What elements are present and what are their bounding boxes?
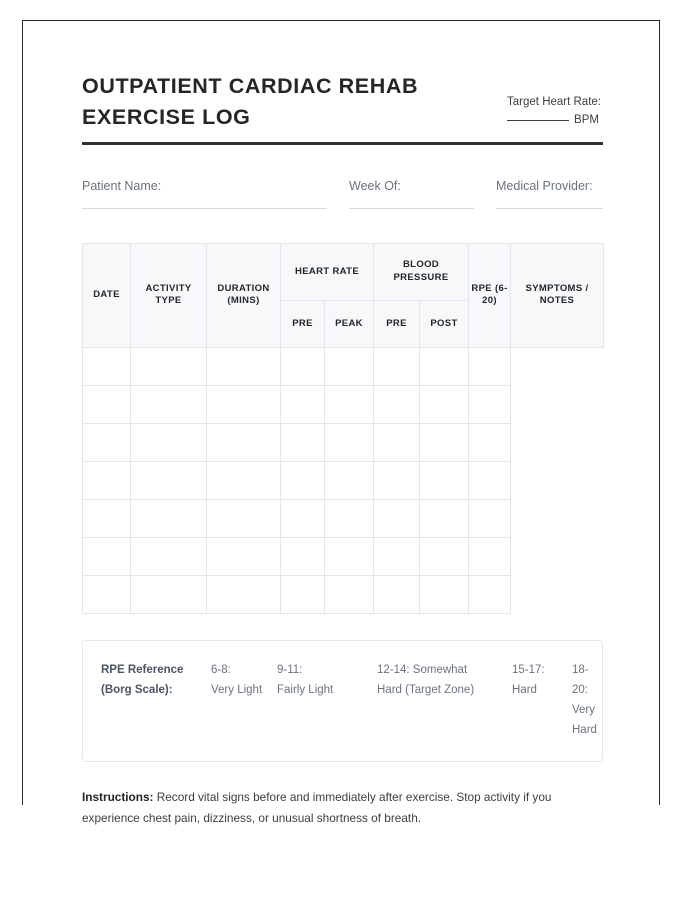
instructions-label: Instructions:: [82, 790, 154, 805]
table-header: [83, 243, 604, 347]
table-cell-empty[interactable]: [325, 385, 374, 423]
patient-name-field[interactable]: [82, 177, 327, 209]
rpe-item-range: 9-11:: [277, 663, 303, 676]
table-cell-empty[interactable]: [131, 461, 207, 499]
th-bp-pre: PRE: [374, 300, 420, 347]
table-cell-empty[interactable]: [374, 537, 420, 575]
th-hr-pre: PRE: [281, 300, 325, 347]
table-cell-empty[interactable]: [207, 575, 281, 613]
table-cell-empty[interactable]: [281, 347, 325, 385]
th-activity-type: ACTIVITY TYPE: [131, 243, 207, 347]
medical-provider-label: Medical Provider:: [496, 178, 593, 193]
table-cell-empty[interactable]: [207, 499, 281, 537]
th-date: DATE: [83, 243, 131, 347]
table-cell-empty[interactable]: [420, 347, 469, 385]
table-cell-empty[interactable]: [420, 461, 469, 499]
table-cell-empty[interactable]: [131, 347, 207, 385]
table-cell-empty[interactable]: [83, 499, 131, 537]
table-cell-empty[interactable]: [281, 423, 325, 461]
rpe-item-desc: Hard: [512, 683, 537, 696]
table-cell-empty[interactable]: [374, 575, 420, 613]
rpe-item-desc: Very Light: [211, 683, 263, 696]
table-cell-empty[interactable]: [374, 385, 420, 423]
table-cell-empty[interactable]: [469, 423, 511, 461]
th-duration: DURATION (MINS): [207, 243, 281, 347]
table-cell-empty[interactable]: [281, 575, 325, 613]
table-cell-empty[interactable]: [469, 537, 511, 575]
rpe-item: [277, 660, 377, 700]
rpe-reference-title-line1: RPE Reference: [101, 663, 184, 676]
target-heart-rate-field[interactable]: [507, 111, 601, 129]
table-row: [83, 423, 604, 461]
rpe-item-range: 18-20:: [572, 663, 589, 696]
table-cell-empty[interactable]: [469, 575, 511, 613]
table-cell-empty[interactable]: [374, 423, 420, 461]
table-cell-empty[interactable]: [281, 537, 325, 575]
rpe-item: [512, 660, 572, 700]
table-header-row-primary: [83, 243, 604, 300]
th-hr-peak: PEAK: [325, 300, 374, 347]
table-cell-empty[interactable]: [374, 347, 420, 385]
table-cell-empty[interactable]: [83, 347, 131, 385]
table-cell-empty[interactable]: [131, 575, 207, 613]
document-header: [82, 71, 603, 133]
target-heart-rate-block: [507, 94, 601, 134]
rpe-item-range: 6-8:: [211, 663, 231, 676]
table-body: [83, 347, 604, 613]
table-cell-empty[interactable]: [207, 385, 281, 423]
page-frame: [22, 20, 660, 825]
target-heart-rate-label: Target Heart Rate:: [507, 95, 601, 108]
table-cell-empty[interactable]: [281, 499, 325, 537]
table-cell-empty[interactable]: [83, 537, 131, 575]
table-cell-empty[interactable]: [83, 423, 131, 461]
rpe-reference-title-line2: (Borg Scale):: [101, 683, 173, 696]
table-row: [83, 347, 604, 385]
exercise-log-table: [82, 243, 604, 614]
th-heart-rate-group: HEART RATE: [281, 243, 374, 300]
th-symptoms-notes: SYMPTOMS / NOTES: [511, 243, 604, 347]
rpe-item: [377, 660, 512, 700]
table-cell-empty[interactable]: [83, 575, 131, 613]
table-cell-empty[interactable]: [207, 537, 281, 575]
table-cell-empty[interactable]: [374, 461, 420, 499]
rpe-item-range: 15-17:: [512, 663, 545, 676]
title-divider: [82, 142, 603, 145]
table-cell-empty[interactable]: [420, 499, 469, 537]
table-row: [83, 537, 604, 575]
table-cell-empty[interactable]: [131, 423, 207, 461]
table-cell-empty[interactable]: [325, 499, 374, 537]
target-heart-rate-blank[interactable]: [507, 120, 569, 121]
patient-name-label: Patient Name:: [82, 178, 162, 193]
table-cell-empty[interactable]: [131, 385, 207, 423]
table-cell-empty[interactable]: [131, 537, 207, 575]
target-heart-rate-unit: BPM: [574, 113, 599, 126]
table-cell-empty[interactable]: [325, 461, 374, 499]
table-cell-empty[interactable]: [469, 499, 511, 537]
form-sheet: [82, 71, 603, 829]
rpe-reference-box: [82, 640, 603, 763]
table-cell-empty[interactable]: [131, 499, 207, 537]
table-cell-empty[interactable]: [374, 499, 420, 537]
table-cell-empty[interactable]: [281, 461, 325, 499]
table-cell-empty[interactable]: [207, 347, 281, 385]
rpe-reference-title: [101, 660, 211, 700]
rpe-item-desc: Very Hard: [572, 704, 597, 737]
table-cell-empty[interactable]: [207, 423, 281, 461]
instructions-text: [82, 787, 587, 828]
table-cell-empty[interactable]: [207, 461, 281, 499]
table-cell-empty[interactable]: [83, 461, 131, 499]
table-cell-empty[interactable]: [281, 385, 325, 423]
week-of-field[interactable]: [349, 177, 474, 209]
table-cell-empty[interactable]: [420, 537, 469, 575]
rpe-item: [211, 660, 277, 700]
table-row: [83, 385, 604, 423]
table-cell-empty[interactable]: [325, 575, 374, 613]
table-cell-empty[interactable]: [325, 347, 374, 385]
instructions-body: Record vital signs before and immediately after exercise. Stop activity if you experience chest pain, dizziness, or unusual shortness of breath.: [82, 790, 552, 825]
table-cell-empty[interactable]: [469, 461, 511, 499]
medical-provider-field[interactable]: [496, 177, 603, 209]
table-cell-empty[interactable]: [469, 385, 511, 423]
th-bp-post: POST: [420, 300, 469, 347]
meta-field-row: [82, 177, 603, 209]
table-row: [83, 499, 604, 537]
table-cell-empty[interactable]: [420, 385, 469, 423]
table-cell-empty[interactable]: [420, 423, 469, 461]
table-row: [83, 575, 604, 613]
th-rpe: RPE (6-20): [469, 243, 511, 347]
rpe-reference-items: [211, 660, 597, 741]
table-cell-empty[interactable]: [325, 537, 374, 575]
rpe-item-desc: Hard (Target Zone): [377, 683, 475, 696]
rpe-item-desc: Fairly Light: [277, 683, 334, 696]
th-blood-pressure-group: BLOOD PRESSURE: [374, 243, 469, 300]
table-cell-empty[interactable]: [469, 347, 511, 385]
table-row: [83, 461, 604, 499]
table-cell-empty[interactable]: [420, 575, 469, 613]
rpe-item: [572, 660, 597, 741]
page-title: OUTPATIENT CARDIAC REHAB EXERCISE LOG: [82, 74, 419, 130]
week-of-label: Week Of:: [349, 178, 401, 193]
table-cell-empty[interactable]: [83, 385, 131, 423]
rpe-item-range: 12-14: Somewhat: [377, 663, 468, 676]
table-cell-empty[interactable]: [325, 423, 374, 461]
